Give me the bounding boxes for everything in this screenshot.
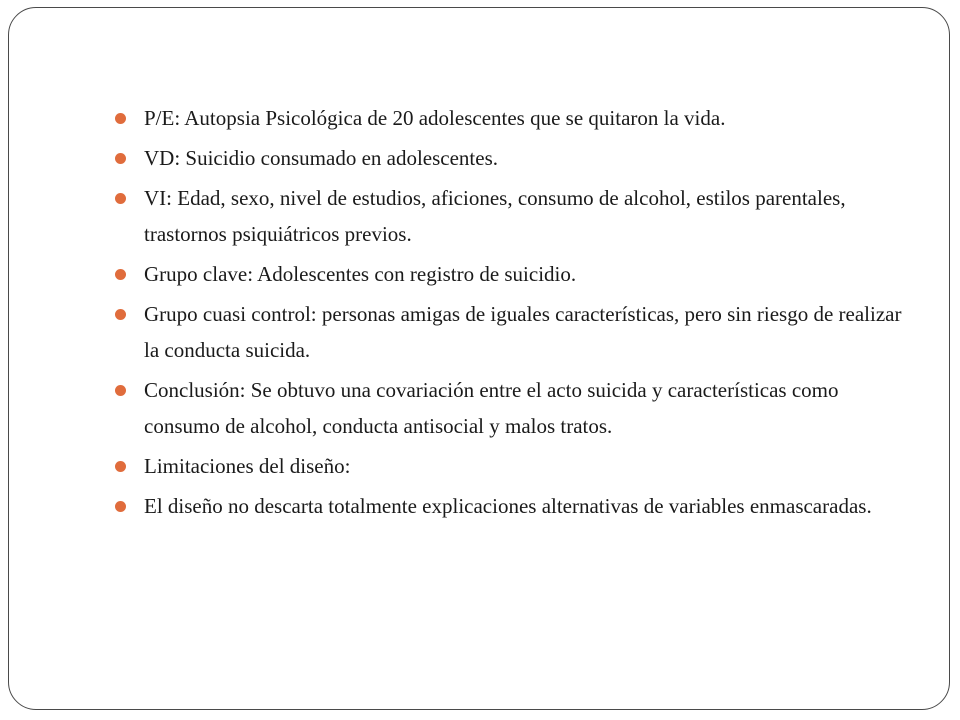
bullet-dot-icon xyxy=(115,385,126,396)
slide-frame xyxy=(8,7,950,710)
bullet-item xyxy=(115,180,915,252)
bullet-text: VI: Edad, sexo, nivel de estudios, aficiones, consumo de alcohol, estilos parentales, trastornos psiquiátricos previos. xyxy=(144,186,846,246)
bullet-item xyxy=(115,372,915,444)
bullet-dot-icon xyxy=(115,153,126,164)
bullet-text: Grupo clave: Adolescentes con registro de suicidio. xyxy=(144,262,577,286)
bullet-text: Grupo cuasi control: personas amigas de iguales características, pero sin riesgo de realizar la conducta suicida. xyxy=(144,302,902,362)
bullet-list xyxy=(115,100,915,528)
bullet-text: VD: Suicidio consumado en adolescentes. xyxy=(144,146,499,170)
bullet-text: El diseño no descarta totalmente explicaciones alternativas de variables enmascaradas. xyxy=(144,494,872,518)
bullet-dot-icon xyxy=(115,309,126,320)
bullet-text: P/E: Autopsia Psicológica de 20 adolescentes que se quitaron la vida. xyxy=(144,106,726,130)
bullet-item xyxy=(115,140,915,176)
bullet-dot-icon xyxy=(115,269,126,280)
bullet-item xyxy=(115,296,915,368)
bullet-dot-icon xyxy=(115,501,126,512)
bullet-item xyxy=(115,100,915,136)
bullet-dot-icon xyxy=(115,113,126,124)
bullet-dot-icon xyxy=(115,193,126,204)
bullet-item xyxy=(115,488,915,524)
bullet-dot-icon xyxy=(115,461,126,472)
bullet-item xyxy=(115,448,915,484)
bullet-text: Limitaciones del diseño: xyxy=(144,454,351,478)
bullet-item xyxy=(115,256,915,292)
bullet-text: Conclusión: Se obtuvo una covariación entre el acto suicida y características como consumo de alcohol, conducta antisocial y malos tratos. xyxy=(144,378,839,438)
